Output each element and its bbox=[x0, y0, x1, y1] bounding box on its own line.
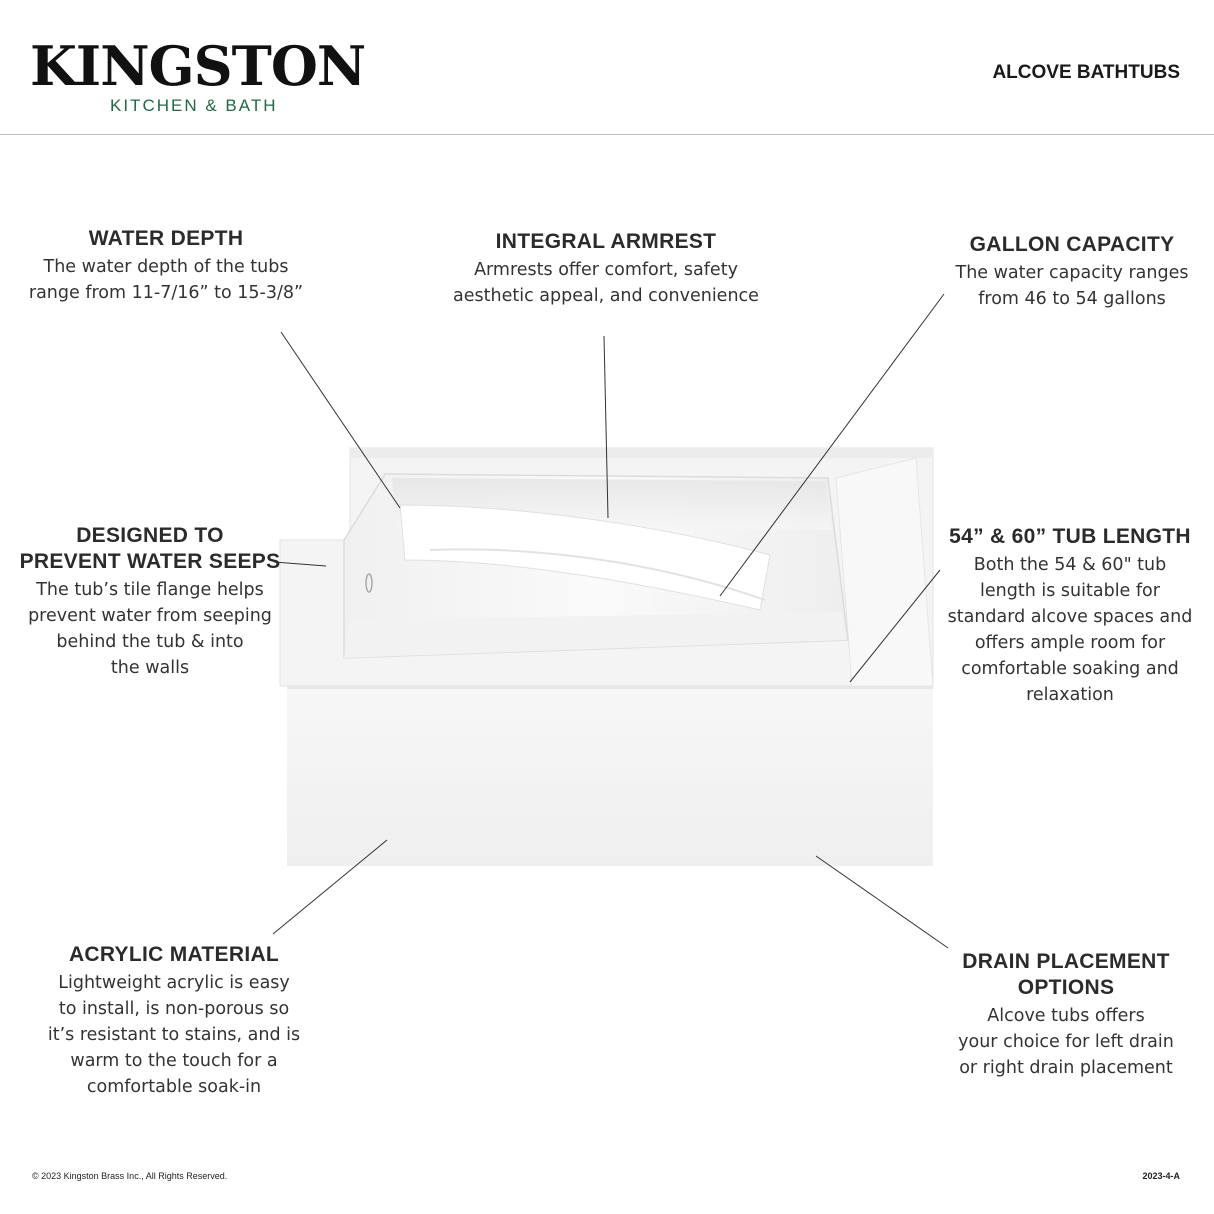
callout-drain-line: or right drain placement bbox=[959, 1058, 1173, 1078]
leader-drain bbox=[816, 856, 948, 948]
brand-logo-subtitle: KITCHEN & BATH bbox=[110, 96, 278, 115]
callout-gallon-title: GALLON CAPACITY bbox=[969, 233, 1175, 256]
leader-water-depth bbox=[281, 332, 400, 508]
callout-drain bbox=[932, 949, 1200, 1081]
callout-drain-line: your choice for left drain bbox=[958, 1032, 1174, 1052]
callout-seeps-title-line: PREVENT WATER SEEPS bbox=[19, 550, 281, 573]
callout-length-line: comfortable soaking and bbox=[961, 659, 1179, 679]
category-title: ALCOVE BATHTUBS bbox=[992, 62, 1180, 83]
callout-seeps-line: behind the tub & into bbox=[56, 632, 244, 652]
callout-length-line: length is suitable for bbox=[980, 581, 1160, 601]
callout-length-title: 54” & 60” TUB LENGTH bbox=[949, 525, 1191, 548]
callout-length-line: relaxation bbox=[1026, 685, 1114, 705]
callout-water-depth bbox=[16, 226, 316, 306]
brand-logo-title: KINGSTON bbox=[30, 34, 366, 98]
callout-gallon bbox=[934, 232, 1210, 312]
callout-acrylic-line: Lightweight acrylic is easy bbox=[58, 973, 290, 993]
callout-armrest bbox=[446, 229, 766, 309]
callout-acrylic bbox=[24, 942, 324, 1100]
callout-armrest-line: aesthetic appeal, and convenience bbox=[453, 286, 759, 306]
callout-seeps-line: The tub’s tile flange helps bbox=[36, 580, 264, 600]
callout-length-line: offers ample room for bbox=[974, 633, 1166, 653]
callout-drain-title bbox=[932, 949, 1200, 1001]
callout-seeps-title bbox=[8, 523, 292, 575]
footer-code: 2023-4-A bbox=[1142, 1171, 1180, 1181]
footer-copyright: © 2023 Kingston Brass Inc., All Rights Reserved. bbox=[32, 1171, 228, 1181]
callout-acrylic-line: it’s resistant to stains, and is bbox=[47, 1025, 301, 1045]
callout-drain-title-line: OPTIONS bbox=[1017, 976, 1115, 999]
callout-acrylic-line: comfortable soak-in bbox=[86, 1077, 262, 1097]
callout-water-depth-line: The water depth of the tubs bbox=[43, 257, 289, 277]
callout-water-depth-title: WATER DEPTH bbox=[88, 227, 244, 250]
callout-seeps bbox=[8, 523, 292, 681]
callout-acrylic-line: to install, is non-porous so bbox=[58, 999, 290, 1019]
callout-seeps-line: the walls bbox=[110, 658, 190, 678]
callout-armrest-title: INTEGRAL ARMREST bbox=[495, 230, 717, 253]
callout-gallon-line: The water capacity ranges bbox=[955, 263, 1189, 283]
callout-length bbox=[940, 524, 1200, 708]
callout-seeps-line: prevent water from seeping bbox=[28, 606, 272, 626]
callout-gallon-line: from 46 to 54 gallons bbox=[978, 289, 1166, 309]
callout-acrylic-title: ACRYLIC MATERIAL bbox=[68, 943, 280, 966]
callout-length-line: Both the 54 & 60" tub bbox=[973, 555, 1167, 575]
callout-drain-title-line: DRAIN PLACEMENT bbox=[962, 950, 1170, 973]
callout-acrylic-line: warm to the touch for a bbox=[70, 1051, 278, 1071]
callout-length-line: standard alcove spaces and bbox=[947, 607, 1193, 627]
callout-water-depth-line: range from 11-7/16” to 15-3/8” bbox=[28, 283, 304, 303]
callout-armrest-line: Armrests offer comfort, safety bbox=[474, 260, 738, 280]
callout-seeps-title-line: DESIGNED TO bbox=[76, 524, 224, 547]
bathtub-body bbox=[280, 448, 933, 866]
callout-drain-line: Alcove tubs offers bbox=[987, 1006, 1145, 1026]
